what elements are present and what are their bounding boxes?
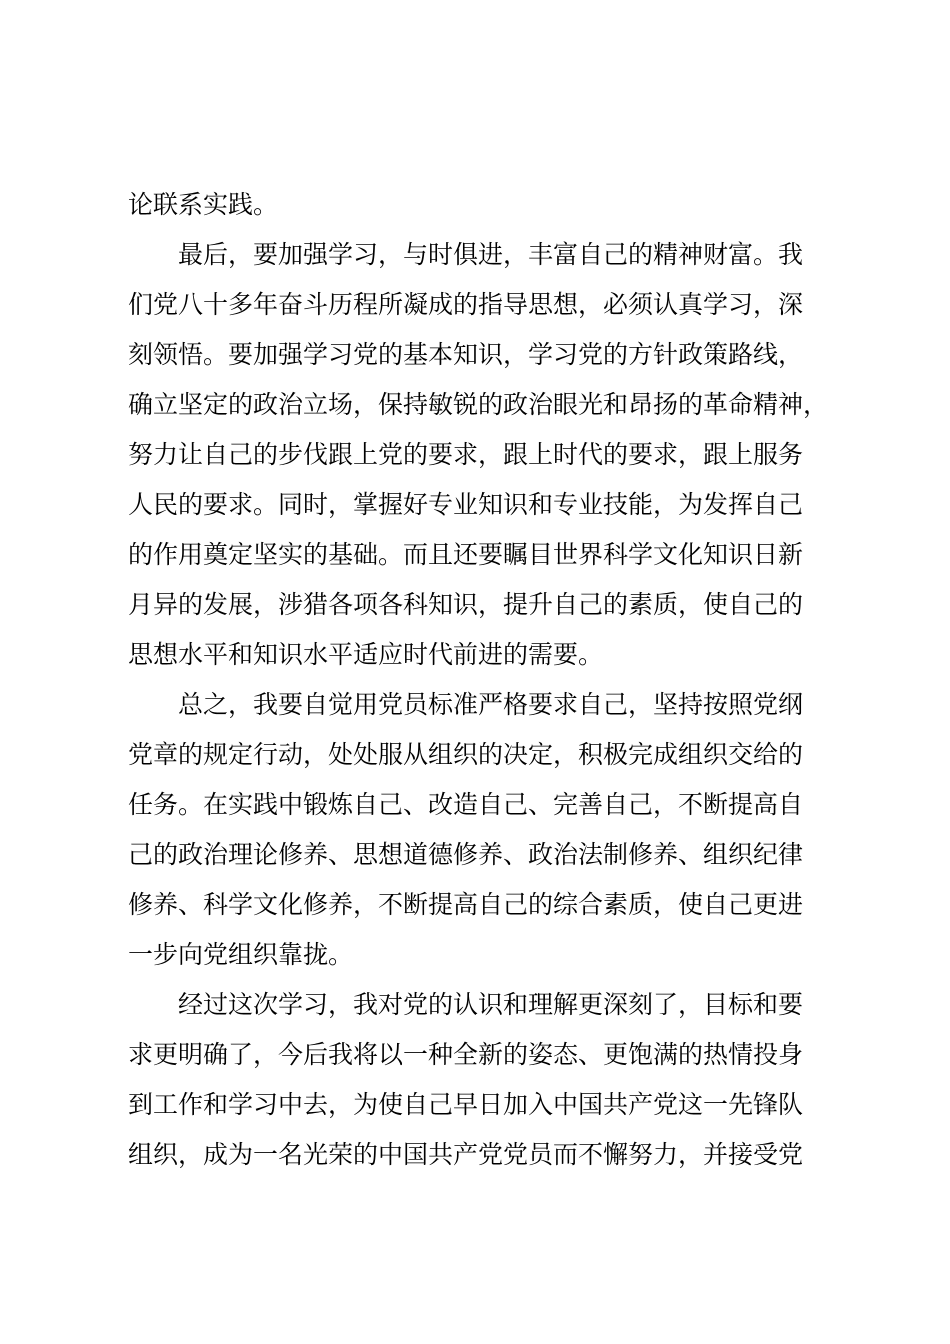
text-line: 论联系实践。 [128, 190, 279, 219]
text-line: 到工作和学习中去，为使自己早日加入中国共产党这一先锋队 [128, 1090, 804, 1119]
text-line: 的作用奠定坚实的基础。而且还要瞩目世界科学文化知识日新 [128, 540, 804, 569]
text-line: 月异的发展，涉猎各项各科知识，提升自己的素质，使自己的 [128, 590, 804, 619]
text-line: 确立坚定的政治立场，保持敏锐的政治眼光和昂扬的革命精神， [128, 390, 829, 419]
text-line: 一步向党组织靠拢。 [128, 940, 354, 969]
text-line: 努力让自己的步伐跟上党的要求，跟上时代的要求，跟上服务 [128, 440, 804, 469]
text-line: 组织，成为一名光荣的中国共产党党员而不懈努力，并接受党 [128, 1140, 804, 1169]
text-line: 们党八十多年奋斗历程所凝成的指导思想，必须认真学习，深 [128, 290, 804, 319]
text-line: 任务。在实践中锻炼自己、改造自己、完善自己，不断提高自 [128, 790, 804, 819]
text-line: 修养、科学文化修养，不断提高自己的综合素质，使自己更进 [128, 890, 804, 919]
text-line: 己的政治理论修养、思想道德修养、政治法制修养、组织纪律 [128, 840, 804, 869]
text-line: 思想水平和知识水平适应时代前进的需要。 [128, 640, 604, 669]
body-text [128, 180, 838, 1180]
text-line: 经过这次学习，我对党的认识和理解更深刻了，目标和要 [178, 990, 804, 1019]
text-line: 人民的要求。同时，掌握好专业知识和专业技能，为发挥自己 [128, 490, 804, 519]
text-line: 总之，我要自觉用党员标准严格要求自己，坚持按照党纲 [178, 690, 804, 719]
text-line: 求更明确了，今后我将以一种全新的姿态、更饱满的热情投身 [128, 1040, 804, 1069]
text-line: 最后，要加强学习，与时俱进，丰富自己的精神财富。我 [178, 240, 804, 269]
text-line: 刻领悟。要加强学习党的基本知识，学习党的方针政策路线， [128, 340, 804, 369]
text-line: 党章的规定行动，处处服从组织的决定，积极完成组织交给的 [128, 740, 804, 769]
